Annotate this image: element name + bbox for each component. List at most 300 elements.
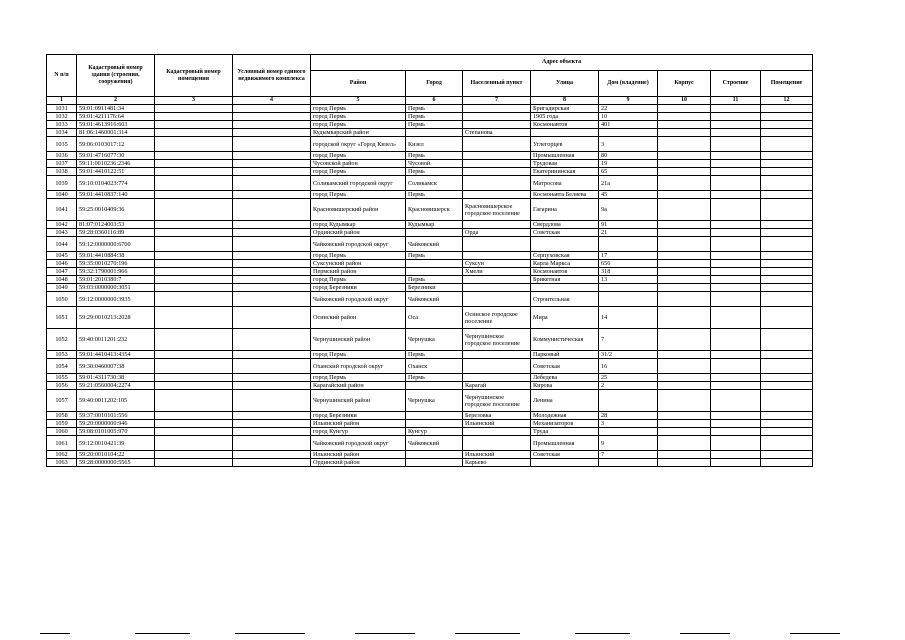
- column-number: 9: [599, 97, 658, 105]
- cell-settlement: [463, 160, 531, 168]
- header-street: Улица: [531, 71, 599, 97]
- cell-house: 3: [599, 420, 658, 428]
- cell-city: Чернушка: [406, 390, 463, 412]
- footer-rule: [680, 633, 730, 635]
- header-num: N п/п: [47, 55, 77, 97]
- cell-settlement: Орда: [463, 229, 531, 237]
- cell-city: [406, 260, 463, 268]
- cell-settlement: [463, 137, 531, 152]
- cell-cadastral-room: [155, 221, 233, 229]
- cell-street: Строительная: [531, 292, 599, 307]
- cell-cadastral: 59:12:0010421:39: [77, 436, 155, 451]
- cell-settlement: Красновишерское городское поселение: [463, 199, 531, 221]
- cell-structure: [711, 152, 761, 160]
- cell-cadastral: 59:03:0000000:3051: [77, 284, 155, 292]
- cell-street: Мира: [531, 307, 599, 329]
- cell-building: [658, 428, 711, 436]
- cell-settlement: Чернушинское городское поселение: [463, 329, 531, 351]
- cell-cadastral: 59:12:0000000:3935: [77, 292, 155, 307]
- cell-street: Труда: [531, 428, 599, 436]
- cell-conditional: [233, 252, 311, 260]
- cell-conditional: [233, 191, 311, 199]
- cell-conditional: [233, 351, 311, 359]
- cell-structure: [711, 374, 761, 382]
- cell-cadastral: 59:32:1790001:966: [77, 268, 155, 276]
- cell-conditional: [233, 359, 311, 374]
- cell-settlement: [463, 292, 531, 307]
- cell-structure: [711, 382, 761, 390]
- cell-settlement: [463, 113, 531, 121]
- cell-district: Ординский район: [311, 229, 406, 237]
- cell-city: Пермь: [406, 276, 463, 284]
- column-number: 11: [711, 97, 761, 105]
- cell-num: 1046: [47, 260, 77, 268]
- cell-city: Пермь: [406, 252, 463, 260]
- cell-district: город Пермь: [311, 168, 406, 176]
- cell-structure: [711, 121, 761, 129]
- cell-room: [761, 307, 813, 329]
- cell-cadastral-room: [155, 152, 233, 160]
- cell-room: [761, 428, 813, 436]
- cell-district: город Пермь: [311, 252, 406, 260]
- cell-room: [761, 390, 813, 412]
- cell-house: 80: [599, 152, 658, 160]
- cell-room: [761, 121, 813, 129]
- cell-cadastral: 59:29:0010213:2028: [77, 307, 155, 329]
- cell-cadastral: 59:01:2010380:7: [77, 276, 155, 284]
- column-number-row: [47, 97, 813, 105]
- header-cadastral: Кадастровый номер здания (строения, сооружения): [77, 55, 155, 97]
- table-row: [47, 137, 813, 152]
- cell-conditional: [233, 307, 311, 329]
- cell-num: 1050: [47, 292, 77, 307]
- cell-street: Карла Маркса: [531, 260, 599, 268]
- cell-conditional: [233, 160, 311, 168]
- cell-house: [599, 390, 658, 412]
- cell-street: Промышленная: [531, 152, 599, 160]
- cell-district: Чернушинский район: [311, 329, 406, 351]
- cell-street: [531, 129, 599, 137]
- cell-room: [761, 284, 813, 292]
- cell-structure: [711, 359, 761, 374]
- cell-conditional: [233, 412, 311, 420]
- cell-structure: [711, 428, 761, 436]
- cell-building: [658, 307, 711, 329]
- header-cadastral-room: Кадастровый номер помещения: [155, 55, 233, 97]
- cell-num: 1040: [47, 191, 77, 199]
- table-row: [47, 292, 813, 307]
- column-number: 7: [463, 97, 531, 105]
- cell-building: [658, 284, 711, 292]
- cell-num: 1038: [47, 168, 77, 176]
- cell-city: Чайковский: [406, 292, 463, 307]
- cell-conditional: [233, 390, 311, 412]
- cell-house: 17: [599, 252, 658, 260]
- cell-city: Березники: [406, 284, 463, 292]
- cell-city: Чайковский: [406, 436, 463, 451]
- cell-cadastral: 59:01:4716077:30: [77, 152, 155, 160]
- cell-room: [761, 129, 813, 137]
- cell-settlement: [463, 191, 531, 199]
- cell-structure: [711, 105, 761, 113]
- table-row: [47, 276, 813, 284]
- cell-district: Чернушинский район: [311, 390, 406, 412]
- column-number: 1: [47, 97, 77, 105]
- cell-num: 1033: [47, 121, 77, 129]
- table-row: [47, 191, 813, 199]
- cell-building: [658, 229, 711, 237]
- cell-num: 1042: [47, 221, 77, 229]
- cell-street: Брикетная: [531, 276, 599, 284]
- footer-rule: [355, 633, 415, 635]
- cell-settlement: Суксун: [463, 260, 531, 268]
- cell-num: 1047: [47, 268, 77, 276]
- cell-structure: [711, 412, 761, 420]
- table-row: [47, 374, 813, 382]
- cell-district: Кудымкарский район: [311, 129, 406, 137]
- cell-city: [406, 229, 463, 237]
- cell-district: город Пермь: [311, 152, 406, 160]
- cell-street: Космонавтов: [531, 121, 599, 129]
- cell-district: город Пермь: [311, 276, 406, 284]
- cell-num: 1055: [47, 374, 77, 382]
- cell-structure: [711, 292, 761, 307]
- table-body: [47, 105, 813, 467]
- cell-num: 1036: [47, 152, 77, 160]
- cell-num: 1032: [47, 113, 77, 121]
- cell-cadastral: 59:06:0103017:12: [77, 137, 155, 152]
- cell-district: город Пермь: [311, 113, 406, 121]
- cell-building: [658, 390, 711, 412]
- cell-settlement: [463, 359, 531, 374]
- cell-num: 1053: [47, 351, 77, 359]
- cell-settlement: Хмели: [463, 268, 531, 276]
- cell-room: [761, 176, 813, 191]
- cell-cadastral: 59:40:0011202:105: [77, 390, 155, 412]
- cell-room: [761, 382, 813, 390]
- cell-settlement: [463, 351, 531, 359]
- cell-structure: [711, 284, 761, 292]
- footer-rule: [40, 633, 70, 635]
- cell-conditional: [233, 268, 311, 276]
- cell-house: 16: [599, 359, 658, 374]
- header-house: Дом (владение): [599, 71, 658, 97]
- cell-district: Чайковский городской округ: [311, 436, 406, 451]
- cell-cadastral-room: [155, 105, 233, 113]
- cell-building: [658, 359, 711, 374]
- cell-city: Соликамск: [406, 176, 463, 191]
- cell-cadastral: 59:08:0101005:970: [77, 428, 155, 436]
- cell-structure: [711, 229, 761, 237]
- cell-street: Свердлова: [531, 221, 599, 229]
- cell-structure: [711, 191, 761, 199]
- cell-street: Трудовая: [531, 160, 599, 168]
- cell-cadastral-room: [155, 307, 233, 329]
- cell-building: [658, 451, 711, 459]
- cell-building: [658, 237, 711, 252]
- cell-building: [658, 351, 711, 359]
- cell-house: [599, 129, 658, 137]
- cell-room: [761, 420, 813, 428]
- cell-room: [761, 292, 813, 307]
- cell-building: [658, 252, 711, 260]
- table-row: [47, 260, 813, 268]
- cell-house: 318: [599, 268, 658, 276]
- cell-building: [658, 260, 711, 268]
- cell-city: [406, 451, 463, 459]
- cell-conditional: [233, 229, 311, 237]
- cell-house: 9: [599, 436, 658, 451]
- cell-building: [658, 276, 711, 284]
- cell-cadastral: 81:07:0124003:53: [77, 221, 155, 229]
- cell-district: город Березники: [311, 284, 406, 292]
- cell-cadastral: 59:12:0000000:6700: [77, 237, 155, 252]
- table-row: [47, 307, 813, 329]
- table-row: [47, 359, 813, 374]
- cell-num: 1041: [47, 199, 77, 221]
- cell-city: Чусовой: [406, 160, 463, 168]
- cell-building: [658, 199, 711, 221]
- cell-conditional: [233, 237, 311, 252]
- header-city: Город: [406, 71, 463, 97]
- cell-settlement: [463, 428, 531, 436]
- cell-building: [658, 412, 711, 420]
- cell-cadastral: 59:01:4410884:38: [77, 252, 155, 260]
- cell-house: [599, 459, 658, 467]
- cell-cadastral-room: [155, 276, 233, 284]
- table-row: [47, 268, 813, 276]
- cell-district: Пермский район: [311, 268, 406, 276]
- cell-building: [658, 113, 711, 121]
- cell-city: [406, 382, 463, 390]
- cell-settlement: Ильинский: [463, 420, 531, 428]
- cell-settlement: Карьево: [463, 459, 531, 467]
- cell-district: Чусовской район: [311, 160, 406, 168]
- cell-house: 10: [599, 113, 658, 121]
- footer-rule: [235, 633, 305, 635]
- cell-district: город Кудымкар: [311, 221, 406, 229]
- cell-district: Красновишерский район: [311, 199, 406, 221]
- cell-district: Суксунский район: [311, 260, 406, 268]
- cell-room: [761, 451, 813, 459]
- footer-rule: [455, 633, 520, 635]
- cell-cadastral-room: [155, 199, 233, 221]
- cell-building: [658, 137, 711, 152]
- cell-street: Гагарина: [531, 199, 599, 221]
- cell-structure: [711, 276, 761, 284]
- cell-cadastral: 59:01:4311730:38: [77, 374, 155, 382]
- cell-num: 1051: [47, 307, 77, 329]
- cell-structure: [711, 137, 761, 152]
- cell-structure: [711, 129, 761, 137]
- cell-street: Парковый: [531, 351, 599, 359]
- cell-settlement: [463, 221, 531, 229]
- header-structure: Строение: [711, 71, 761, 97]
- cell-conditional: [233, 428, 311, 436]
- cell-conditional: [233, 420, 311, 428]
- header-settlement: Населенный пункт: [463, 71, 531, 97]
- cell-cadastral-room: [155, 113, 233, 121]
- cell-house: 7: [599, 451, 658, 459]
- cell-house: 9а: [599, 199, 658, 221]
- table-row: [47, 168, 813, 176]
- cell-room: [761, 260, 813, 268]
- cell-house: 14: [599, 307, 658, 329]
- cell-house: [599, 237, 658, 252]
- cell-cadastral-room: [155, 351, 233, 359]
- cell-street: Бригадирская: [531, 105, 599, 113]
- cell-district: город Пермь: [311, 191, 406, 199]
- cell-building: [658, 436, 711, 451]
- cell-num: 1031: [47, 105, 77, 113]
- table-row: [47, 436, 813, 451]
- cell-num: 1045: [47, 252, 77, 260]
- cell-conditional: [233, 276, 311, 284]
- cell-cadastral-room: [155, 191, 233, 199]
- cell-room: [761, 152, 813, 160]
- cell-building: [658, 374, 711, 382]
- cell-city: Чернушка: [406, 329, 463, 351]
- cell-room: [761, 229, 813, 237]
- table-row: [47, 152, 813, 160]
- cell-settlement: [463, 374, 531, 382]
- cell-num: 1048: [47, 276, 77, 284]
- cell-street: 1905 года: [531, 113, 599, 121]
- cell-cadastral-room: [155, 237, 233, 252]
- cell-conditional: [233, 176, 311, 191]
- cell-num: 1043: [47, 229, 77, 237]
- cell-settlement: [463, 105, 531, 113]
- cell-structure: [711, 436, 761, 451]
- cell-conditional: [233, 329, 311, 351]
- cell-city: [406, 268, 463, 276]
- table-row: [47, 382, 813, 390]
- cell-building: [658, 168, 711, 176]
- cell-structure: [711, 176, 761, 191]
- cell-city: Пермь: [406, 374, 463, 382]
- cell-conditional: [233, 137, 311, 152]
- cell-cadastral-room: [155, 374, 233, 382]
- cell-house: 21а: [599, 176, 658, 191]
- cell-house: 13: [599, 276, 658, 284]
- cell-house: 401: [599, 121, 658, 129]
- table-row: [47, 284, 813, 292]
- cell-cadastral: 59:01:0911481:34: [77, 105, 155, 113]
- cell-conditional: [233, 152, 311, 160]
- cell-num: 1059: [47, 420, 77, 428]
- cell-cadastral: 59:25:0010409:36: [77, 199, 155, 221]
- cell-cadastral-room: [155, 451, 233, 459]
- cell-cadastral-room: [155, 329, 233, 351]
- table-row: [47, 329, 813, 351]
- cell-street: Молодежная: [531, 412, 599, 420]
- cell-room: [761, 221, 813, 229]
- cell-building: [658, 152, 711, 160]
- table-row: [47, 199, 813, 221]
- cell-building: [658, 459, 711, 467]
- cell-cadastral: 59:20:0010104:22: [77, 451, 155, 459]
- cell-cadastral: 59:40:0011201:232: [77, 329, 155, 351]
- table-row: [47, 105, 813, 113]
- table-row: [47, 412, 813, 420]
- cell-building: [658, 329, 711, 351]
- cell-building: [658, 420, 711, 428]
- cell-city: Кудымкар: [406, 221, 463, 229]
- cell-cadastral: 59:01:4613916:603: [77, 121, 155, 129]
- column-number: 2: [77, 97, 155, 105]
- cell-structure: [711, 459, 761, 467]
- cell-settlement: [463, 168, 531, 176]
- cell-settlement: [463, 121, 531, 129]
- cell-cadastral: 59:28:0000000:5565: [77, 459, 155, 467]
- cell-city: [406, 459, 463, 467]
- table-row: [47, 420, 813, 428]
- cell-house: 25: [599, 374, 658, 382]
- cell-num: 1061: [47, 436, 77, 451]
- column-number: 8: [531, 97, 599, 105]
- cell-cadastral: 81:06:1460001:314: [77, 129, 155, 137]
- cell-house: 656: [599, 260, 658, 268]
- cell-cadastral-room: [155, 160, 233, 168]
- cell-street: [531, 237, 599, 252]
- cell-district: Оханский городской округ: [311, 359, 406, 374]
- cell-num: 1044: [47, 237, 77, 252]
- cell-city: Пермь: [406, 152, 463, 160]
- object-register-table: [46, 54, 813, 467]
- cell-num: 1037: [47, 160, 77, 168]
- cell-street: Механизаторов: [531, 420, 599, 428]
- cell-conditional: [233, 284, 311, 292]
- cell-district: город Пермь: [311, 351, 406, 359]
- cell-num: 1063: [47, 459, 77, 467]
- cell-cadastral: 59:30:0460007:38: [77, 359, 155, 374]
- cell-cadastral-room: [155, 428, 233, 436]
- cell-district: городской округ «Город Кизел»: [311, 137, 406, 152]
- cell-num: 1062: [47, 451, 77, 459]
- table-row: [47, 121, 813, 129]
- footer-rule: [790, 633, 840, 635]
- cell-num: 1035: [47, 137, 77, 152]
- cell-room: [761, 351, 813, 359]
- cell-city: Чайковский: [406, 237, 463, 252]
- cell-house: 45: [599, 191, 658, 199]
- cell-cadastral: 59:21:0560004:2274: [77, 382, 155, 390]
- cell-district: город Кунгур: [311, 428, 406, 436]
- table-row: [47, 237, 813, 252]
- cell-street: Промышленная: [531, 436, 599, 451]
- cell-num: 1034: [47, 129, 77, 137]
- cell-num: 1054: [47, 359, 77, 374]
- cell-building: [658, 292, 711, 307]
- cell-conditional: [233, 260, 311, 268]
- cell-city: Кизел: [406, 137, 463, 152]
- cell-district: город Березники: [311, 412, 406, 420]
- cell-house: 2: [599, 382, 658, 390]
- cell-room: [761, 412, 813, 420]
- cell-num: 1057: [47, 390, 77, 412]
- cell-room: [761, 168, 813, 176]
- cell-cadastral-room: [155, 260, 233, 268]
- cell-cadastral-room: [155, 121, 233, 129]
- cell-cadastral: 59:01:4410837:140: [77, 191, 155, 199]
- cell-conditional: [233, 374, 311, 382]
- cell-structure: [711, 351, 761, 359]
- cell-num: 1049: [47, 284, 77, 292]
- cell-conditional: [233, 105, 311, 113]
- cell-room: [761, 276, 813, 284]
- cell-house: 65: [599, 168, 658, 176]
- cell-room: [761, 237, 813, 252]
